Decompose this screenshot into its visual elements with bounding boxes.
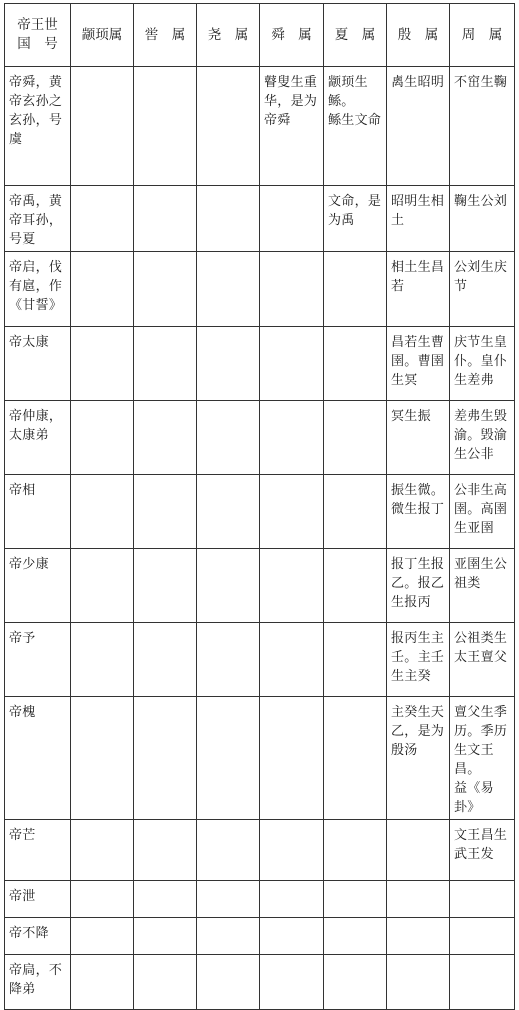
cell-text: 亶父生季 历。季历 生文王昌。 益《易卦》 <box>454 705 508 815</box>
table-row <box>5 475 515 549</box>
cell-text: 昌若生曹 圉。曹圉 生冥 <box>391 335 445 388</box>
cell-ku <box>134 623 197 697</box>
cell-zhuanxu <box>71 327 134 401</box>
table-row <box>5 252 515 327</box>
cell-shun <box>260 881 324 918</box>
cell-zhou <box>450 549 515 623</box>
cell-ku <box>134 401 197 475</box>
cell-yao <box>197 475 260 549</box>
cell-ku <box>134 918 197 955</box>
cell-yao <box>197 401 260 475</box>
cell-text: 差弗生毁 渝。毁渝 生公非 <box>454 409 508 462</box>
cell-reign <box>5 252 71 327</box>
cell-zhou <box>450 820 515 881</box>
cell-reign <box>5 881 71 918</box>
cell-text: 帝不降 <box>9 926 49 941</box>
cell-zhuanxu <box>71 401 134 475</box>
cell-ku <box>134 186 197 252</box>
cell-zhou <box>450 955 515 1010</box>
cell-text: 公非生高 圉。高圉 生亚圉 <box>454 483 508 536</box>
cell-zhou <box>450 186 515 252</box>
cell-xia <box>324 881 387 918</box>
cell-reign <box>5 67 71 186</box>
cell-ku <box>134 697 197 820</box>
cell-shun <box>260 67 324 186</box>
cell-text: 帝芒 <box>9 828 36 843</box>
cell-zhuanxu <box>71 549 134 623</box>
cell-zhuanxu <box>71 475 134 549</box>
cell-zhou <box>450 697 515 820</box>
cell-xia <box>324 549 387 623</box>
cell-ku <box>134 549 197 623</box>
table-row <box>5 67 515 186</box>
cell-xia <box>324 327 387 401</box>
cell-xia <box>324 820 387 881</box>
cell-text: 报丁生报 乙。报乙 生报丙 <box>391 557 445 610</box>
cell-text: 帝予 <box>9 631 36 646</box>
cell-ku <box>134 67 197 186</box>
cell-zhuanxu <box>71 697 134 820</box>
cell-text: 报丙生主 壬。主壬 生主癸 <box>391 631 445 684</box>
cell-reign <box>5 918 71 955</box>
cell-text: 帝仲康， 太康弟 <box>9 409 63 443</box>
cell-zhou <box>450 881 515 918</box>
table-body <box>5 67 515 1010</box>
cell-text: 昭明生相 土 <box>391 194 445 228</box>
cell-text: 颛顼生鲧。 鲧生文命 <box>328 75 382 128</box>
cell-yin <box>387 549 450 623</box>
cell-text: 振生微。 微生报丁 <box>391 483 445 517</box>
cell-yao <box>197 549 260 623</box>
header-label: 尧 属 <box>207 26 249 43</box>
cell-yin <box>387 252 450 327</box>
header-cell-shun <box>260 4 324 67</box>
cell-reign <box>5 549 71 623</box>
header-cell-ku <box>134 4 197 67</box>
header-label: 夏 属 <box>334 26 376 43</box>
cell-yao <box>197 186 260 252</box>
cell-zhou <box>450 67 515 186</box>
cell-xia <box>324 623 387 697</box>
cell-zhou <box>450 918 515 955</box>
cell-text: 帝扃，不 降弟 <box>9 963 63 997</box>
table-row <box>5 881 515 918</box>
cell-yin <box>387 820 450 881</box>
header-label: 喾 属 <box>144 26 186 43</box>
cell-zhuanxu <box>71 623 134 697</box>
genealogy-table <box>4 3 515 1010</box>
cell-yin <box>387 697 450 820</box>
cell-shun <box>260 820 324 881</box>
cell-zhou <box>450 475 515 549</box>
cell-xia <box>324 186 387 252</box>
cell-yao <box>197 955 260 1010</box>
cell-yin <box>387 623 450 697</box>
cell-reign <box>5 327 71 401</box>
cell-text: 庆节生皇 仆。皇仆 生差弗 <box>454 335 508 388</box>
cell-shun <box>260 918 324 955</box>
cell-ku <box>134 252 197 327</box>
cell-text: 帝禹，黄 帝耳孙， 号夏 <box>9 194 63 247</box>
cell-zhuanxu <box>71 67 134 186</box>
cell-xia <box>324 955 387 1010</box>
cell-reign <box>5 401 71 475</box>
cell-xia <box>324 401 387 475</box>
cell-zhou <box>450 623 515 697</box>
cell-zhuanxu <box>71 955 134 1010</box>
table-row <box>5 186 515 252</box>
cell-zhou <box>450 252 515 327</box>
cell-yin <box>387 475 450 549</box>
header-cell-reign <box>5 4 71 67</box>
cell-text: 冥生振 <box>391 409 431 424</box>
cell-shun <box>260 955 324 1010</box>
header-cell-yao <box>197 4 260 67</box>
genealogy-table-page <box>4 3 514 1010</box>
cell-text: 公刘生庆 节 <box>454 260 508 294</box>
cell-reign <box>5 955 71 1010</box>
cell-yao <box>197 697 260 820</box>
header-label: 周 属 <box>461 26 503 43</box>
cell-yao <box>197 327 260 401</box>
cell-ku <box>134 955 197 1010</box>
header-row <box>5 4 515 67</box>
cell-text: 鞠生公刘 <box>454 194 508 209</box>
header-label: 帝王世 国 号 <box>17 17 58 52</box>
cell-zhuanxu <box>71 918 134 955</box>
header-label: 殷 属 <box>397 26 439 43</box>
cell-yin <box>387 186 450 252</box>
cell-xia <box>324 252 387 327</box>
cell-xia <box>324 475 387 549</box>
table-row <box>5 327 515 401</box>
cell-text: 帝相 <box>9 483 36 498</box>
cell-shun <box>260 401 324 475</box>
cell-zhuanxu <box>71 881 134 918</box>
cell-shun <box>260 475 324 549</box>
header-cell-xia <box>324 4 387 67</box>
cell-shun <box>260 186 324 252</box>
header-cell-zhuanxu <box>71 4 134 67</box>
cell-zhuanxu <box>71 252 134 327</box>
cell-zhuanxu <box>71 186 134 252</box>
cell-zhou <box>450 401 515 475</box>
cell-text: 亚圉生公 祖类 <box>454 557 508 591</box>
cell-yao <box>197 918 260 955</box>
table-row <box>5 820 515 881</box>
cell-text: 帝泄 <box>9 889 36 904</box>
cell-xia <box>324 67 387 186</box>
cell-yin <box>387 955 450 1010</box>
table-row <box>5 955 515 1010</box>
table-row <box>5 918 515 955</box>
cell-text: 公祖类生 太王亶父 <box>454 631 508 665</box>
cell-text: 禼生昭明 <box>391 75 445 90</box>
cell-yao <box>197 623 260 697</box>
cell-xia <box>324 918 387 955</box>
cell-reign <box>5 820 71 881</box>
header-cell-zhou <box>450 4 515 67</box>
cell-reign <box>5 475 71 549</box>
cell-yao <box>197 252 260 327</box>
cell-yao <box>197 881 260 918</box>
cell-shun <box>260 327 324 401</box>
cell-shun <box>260 252 324 327</box>
cell-ku <box>134 327 197 401</box>
cell-ku <box>134 820 197 881</box>
cell-text: 相土生昌 若 <box>391 260 445 294</box>
cell-yin <box>387 881 450 918</box>
cell-reign <box>5 697 71 820</box>
cell-text: 帝槐 <box>9 705 36 720</box>
table-row <box>5 549 515 623</box>
cell-yao <box>197 820 260 881</box>
cell-text: 不窋生鞠 <box>454 75 508 90</box>
cell-yin <box>387 327 450 401</box>
cell-yin <box>387 918 450 955</box>
cell-ku <box>134 475 197 549</box>
cell-text: 文王昌生 武王发 <box>454 828 508 862</box>
table-row <box>5 623 515 697</box>
cell-yao <box>197 67 260 186</box>
cell-text: 文命，是 为禹 <box>328 194 382 228</box>
cell-shun <box>260 697 324 820</box>
cell-ku <box>134 881 197 918</box>
table-row <box>5 697 515 820</box>
cell-yin <box>387 401 450 475</box>
header-label: 颛顼属 <box>81 26 123 43</box>
cell-zhuanxu <box>71 820 134 881</box>
cell-text: 帝太康 <box>9 335 49 350</box>
cell-zhou <box>450 327 515 401</box>
cell-yin <box>387 67 450 186</box>
header-cell-yin <box>387 4 450 67</box>
cell-text: 瞽叟生重 华，是为 帝舜 <box>264 75 318 128</box>
cell-text: 帝舜，黄 帝玄孙之 玄孙，号 虞 <box>9 75 63 147</box>
cell-text: 帝少康 <box>9 557 49 572</box>
cell-shun <box>260 623 324 697</box>
cell-reign <box>5 186 71 252</box>
cell-xia <box>324 697 387 820</box>
cell-text: 帝启，伐 有扈，作 《甘誓》 <box>9 260 63 313</box>
cell-text: 主癸生天 乙，是为 殷汤 <box>391 705 445 758</box>
header-label: 舜 属 <box>271 26 312 43</box>
cell-shun <box>260 549 324 623</box>
cell-reign <box>5 623 71 697</box>
table-row <box>5 401 515 475</box>
